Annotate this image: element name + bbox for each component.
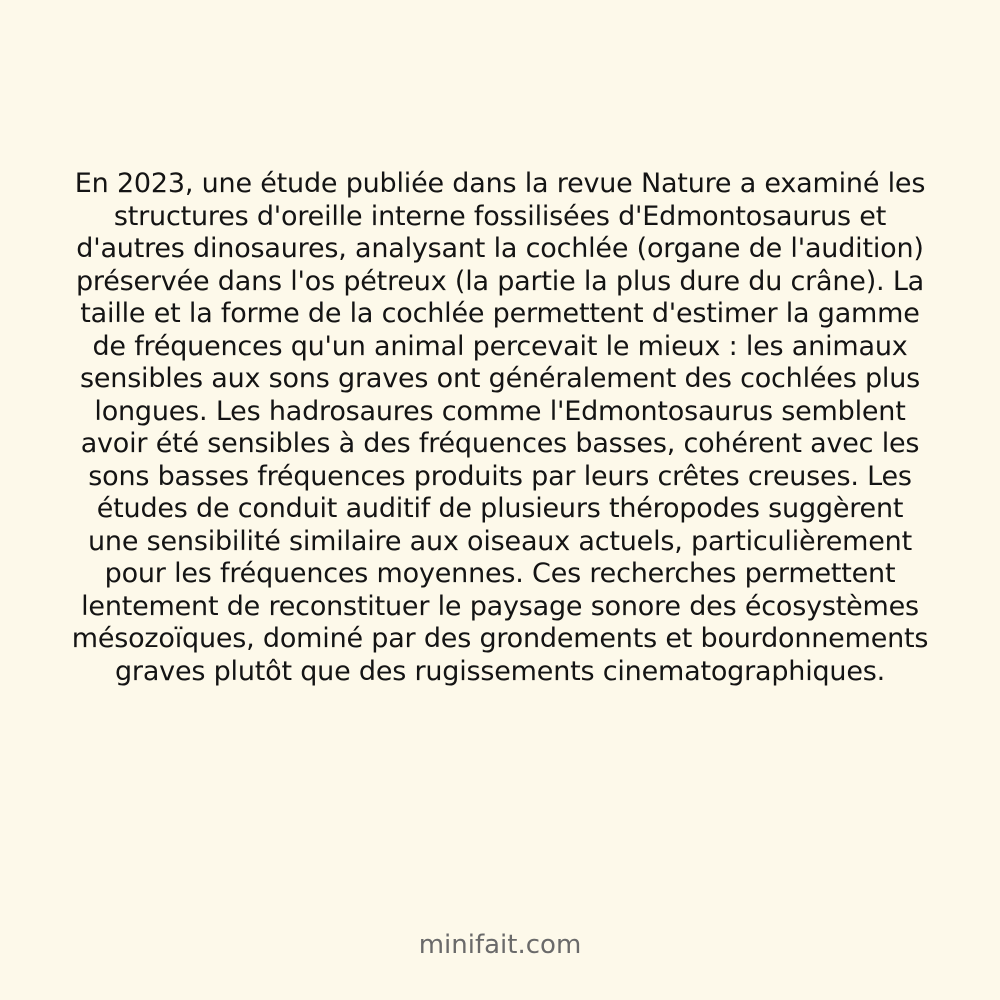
site-url: minifait.com — [418, 930, 582, 960]
fact-paragraph: En 2023, une étude publiée dans la revue Nature a examiné les structures d'oreille interne fossilisées d'Edmontosaurus et d'autres dinosaures, analysant la cochlée (organe de l'audition) préservée dans l'os pétreux (la partie la plus dure du crâne). La taille et la forme de la cochlée permettent d'estimer la gamme de fréquences qu'un animal percevait le mieux : les animaux sensibles aux sons graves ont généralement des cochlées plus longues. Les hadrosaures comme l'Edmontosaurus semblent avoir été sensibles à des fréquences basses, cohérent avec les sons basses fréquences produits par leurs crêtes creuses. Les études de conduit auditif de plusieurs théropodes suggèrent une sensibilité similaire aux oiseaux actuels, particulièrement pour les fréquences moyennes. Ces recherches permettent lentement de reconstituer le paysage sonore des écosystèmes mésozoïques, dominé par des grondements et bourdonnements graves plutôt que des rugissements cinematographiques. — [71, 168, 929, 687]
